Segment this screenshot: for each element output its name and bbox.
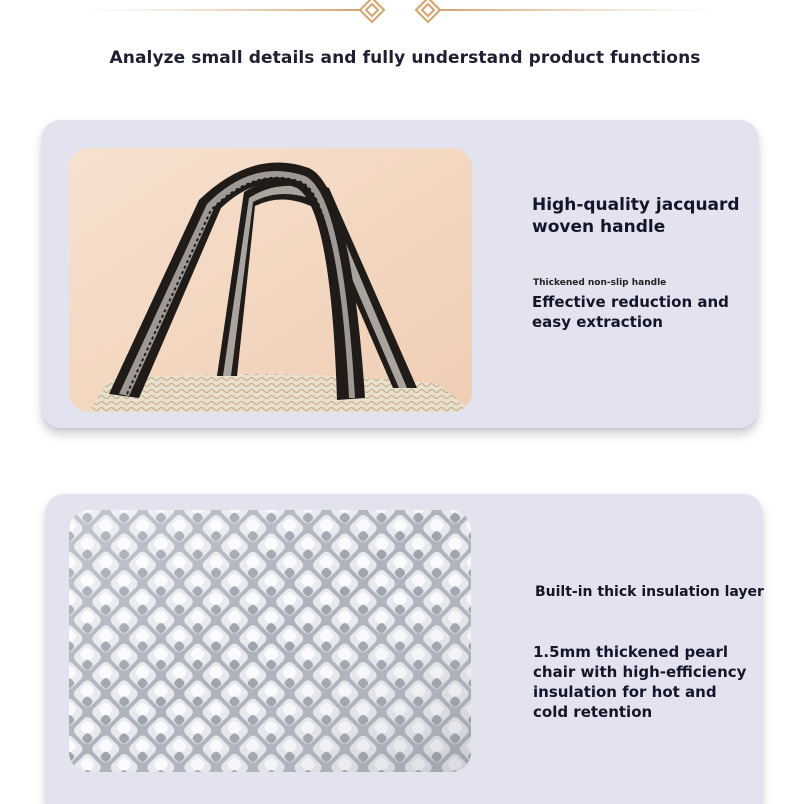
handle-feature-title: High-quality jacquard woven handle (532, 195, 740, 237)
page-headline: Analyze small details and fully understand product functions (109, 48, 701, 68)
feature-card-handle (42, 120, 758, 428)
handle-feature-subtitle: Effective reduction and easy extraction (532, 293, 729, 331)
pearl-foil-insulation-photo-icon (69, 510, 471, 772)
insulation-feature-title: Built-in thick insulation layer (535, 584, 764, 600)
handle-feature-note: Thickened non-slip handle (533, 278, 667, 288)
jacquard-handle-photo-icon (69, 148, 472, 412)
top-ornament-divider-icon (0, 0, 800, 40)
feature-card-insulation (46, 494, 762, 804)
insulation-feature-description: 1.5mm thickened pearl chair with high-efficiency insulation for hot and cold retention (533, 643, 747, 721)
